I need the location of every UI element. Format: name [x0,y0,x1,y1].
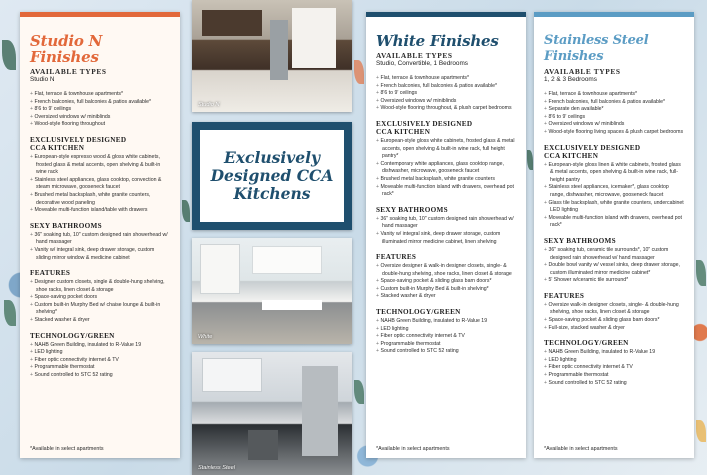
list-item: + Moveable multi-function island/table with drawers [30,207,170,215]
list-item: + Stainless steel appliances, icemaker*, glass cooktop range, dishwasher, microwave, gooseneck faucet [544,184,684,199]
promo-line-2: Designed CCA [210,166,334,185]
list-item: + Stacked washer & dryer [376,293,516,301]
kitchen-heading-line-1: EXCLUSIVELY DESIGNED [544,143,641,152]
list-item: + Programmable thermostat [376,341,516,349]
list-item: + 8'6 to 9' ceilings [376,90,516,98]
list-item: + Space-saving pocket & sliding glass barn doors* [376,278,516,286]
list-item: + 5' Shower w/ceramic tile surround* [544,277,684,285]
technology-list [30,342,170,380]
fridge-shape [302,366,338,456]
intro-list [30,91,170,129]
promo-text [211,149,334,203]
list-item: + 36" soaking tub, ceramic tile surrounds*, 10" custom designed rain showerhead w/ hand massager [544,247,684,262]
list-item: + Brushed metal backsplash, white granite counters [376,176,516,184]
promo-line-3: Kitchens [233,184,311,203]
list-item: + Flat, terrace & townhouse apartments* [544,91,684,99]
list-item: + NAHB Green Building, insulated to R-Value 19 [544,349,684,357]
photo-caption: Studio N [198,102,220,108]
list-item: + Stainless steel appliances, glass cooktop, convection & steam microwave, gooseneck faucet [30,177,170,192]
kitchen-heading-line-1: EXCLUSIVELY DESIGNED [30,135,127,144]
list-item: + Oversized windows w/ miniblinds [30,114,170,122]
list-item: + Oversize designer & walk-in designer closets, single- & double-hung shelving, shoe racks, linen closet & storage [376,263,516,278]
technology-list [376,318,516,356]
promo-frame [200,130,344,222]
decorative-leaf [527,150,533,170]
stainless-steel-finishes-title: Stainless Steel Finishes [544,33,649,64]
kitchen-heading [376,120,516,136]
available-types-value: 1, 2 & 3 Bedrooms [544,76,597,83]
shelving-shape [200,244,240,294]
list-item: + Sound controlled to STC 52 rating [544,380,684,388]
list-item: + Fiber optic connectivity internet & TV [30,357,170,365]
list-item: + French balconies, full balconies & patios available* [544,99,684,107]
kitchen-heading-line-2: CCA KITCHEN [544,151,599,160]
list-item: + Space-saving pocket doors [30,294,170,302]
kitchen-heading-line-2: CCA KITCHEN [376,127,431,136]
list-item: + LED lighting [376,326,516,334]
window-shape [292,8,336,68]
list-item: + French balconies, full balconies & patios available* [376,83,516,91]
cabinet-shape [202,358,262,392]
bathrooms-list [376,216,516,246]
available-types-heading: AVAILABLE TYPES [30,67,107,76]
cabinet-shape [252,246,322,274]
list-item: + Oversize walk-in designer closets, single- & double-hung shelving, shoe racks, linen closet & storage [544,302,684,317]
bathrooms-heading: SEXY BATHROOMS [376,205,448,214]
list-item: + European-style gloss linen & white cabinets, frosted glass & metal accents, open shelving & built-in wine rack, full-height pantry [544,162,684,185]
list-item: + Custom built-in Murphy Bed & built-in shelving* [376,286,516,294]
list-item: + Double bowl vanity w/ vessel sinks, deep drawer storage, custom illuminated mirror medicine cabinet* [544,262,684,277]
list-item: + Programmable thermostat [544,372,684,380]
list-item: + 8'6 to 9' ceilings [30,106,170,114]
photo-caption: White [198,334,213,340]
list-item: + Designer custom closets, single & double-hung shelving, shoe racks, linen closet & storage [30,279,170,294]
kitchen-heading-line-2: CCA KITCHEN [30,143,85,152]
list-item: + NAHB Green Building, insulated to R-Value 19 [376,318,516,326]
list-item: + 36" soaking tub, 10" custom designed rain showerhead w/ hand massager [376,216,516,231]
list-item: + Flat, terrace & townhouse apartments* [30,91,170,99]
list-item: + Brushed metal backsplash, white granite counters, decorative wood paneling [30,192,170,207]
list-item: + Glass tile backsplash, white granite counters, undercabinet LED lighting [544,200,684,215]
list-item: + 36" soaking tub, 10" custom designed rain showerhead w/ hand massager [30,232,170,247]
kitchen-list [544,162,684,230]
list-item: + Vanity w/ integral sink, deep drawer storage, custom illuminated mirror medicine cabinet, linen shelving [376,231,516,246]
footnote: *Available in select apartments [544,446,618,452]
kitchen-heading [544,144,684,160]
kitchen-heading [30,136,170,152]
footnote: *Available in select apartments [30,446,104,452]
studio-finishes-title: Studio N Finishes [30,32,103,66]
bathrooms-list [30,232,170,262]
features-heading: FEATURES [30,269,71,278]
list-item: + Vanity w/ integral sink, deep drawer storage, custom sliding mirror window & medicine cabinet [30,247,170,262]
list-item: + Wood-style flooring living spaces & plush carpet bedrooms [544,129,684,137]
list-item: + Oversized windows w/ miniblinds [544,121,684,129]
promo-line-1: Exclusively [223,148,320,167]
white-kitchen-photo [192,238,352,344]
features-heading: FEATURES [544,291,585,300]
kitchen-list [376,138,516,199]
bathrooms-heading: SEXY BATHROOMS [30,221,102,230]
features-list [30,279,170,325]
photo-caption: Stainless Steel [198,465,236,471]
list-item: + LED lighting [544,357,684,365]
list-item: + European-style gloss white cabinets, frosted glass & metal accents, open shelving & built-in wine rack, full height pantry* [376,138,516,161]
list-item: + Space-saving pocket & sliding glass barn doors* [544,317,684,325]
technology-heading: TECHNOLOGY/GREEN [30,331,115,340]
list-item: + Fiber optic connectivity internet & TV [544,364,684,372]
white-finishes-card [366,12,526,458]
list-item: + Custom built-in Murphy Bed w/ chaise lounge & built-in shelving* [30,302,170,317]
list-item: + Moveable multi-function island with drawers, overhead pot rack* [376,184,516,199]
list-item: + Wood-style flooring throughout [30,121,170,129]
footnote: *Available in select apartments [376,446,450,452]
list-item: + 8'6 to 9' ceilings [544,114,684,122]
intro-list [544,91,684,137]
list-item: + Separate den available* [544,106,684,114]
decorative-leaf [354,60,364,84]
features-heading: FEATURES [376,253,417,262]
fridge-shape [270,20,288,80]
bathrooms-heading: SEXY BATHROOMS [544,236,616,245]
list-item: + Stacked washer & dryer [30,317,170,325]
available-types-heading: AVAILABLE TYPES [544,67,621,76]
range-shape [248,430,278,460]
available-types-value: Studio, Convertible, 1 Bedrooms [376,60,469,67]
promo-panel [192,122,352,230]
decorative-leaf [4,300,16,326]
list-item: + Fiber optic connectivity internet & TV [376,333,516,341]
technology-heading: TECHNOLOGY/GREEN [544,339,629,348]
studio-finishes-card [20,12,180,458]
decorative-leaf [696,420,706,442]
intro-list [376,75,516,113]
stainless-steel-finishes-card [534,12,694,458]
list-item: + Oversized windows w/ miniblinds [376,98,516,106]
technology-heading: TECHNOLOGY/GREEN [376,308,461,317]
list-item: + Sound controlled to STC 52 rating [30,372,170,380]
decorative-leaf [182,200,190,222]
decorative-leaf [696,260,706,286]
kitchen-list [30,154,170,215]
list-item: + Programmable thermostat [30,364,170,372]
decorative-leaf [2,40,16,70]
stainless-steel-kitchen-photo [192,352,352,475]
list-item: + European-style espresso wood & gloss white cabinets, frosted glass & metal accents, open shelving & built-in wine rack [30,154,170,177]
features-list [376,263,516,301]
bathrooms-list [544,247,684,285]
list-item: + Flat, terrace & townhouse apartments* [376,75,516,83]
list-item: + LED lighting [30,349,170,357]
kitchen-heading-line-1: EXCLUSIVELY DESIGNED [376,119,473,128]
available-types-heading: AVAILABLE TYPES [376,51,453,60]
island-shape [262,300,322,310]
list-item: + Full-size, stacked washer & dryer [544,325,684,333]
technology-list [544,349,684,387]
list-item: + Contemporary white appliances, glass cooktop range, dishwasher, microwave, gooseneck faucet [376,161,516,176]
cabinet-shape [202,10,262,36]
white-finishes-title: White Finishes [376,32,499,50]
decorative-leaf [354,380,364,404]
list-item: + Wood-style flooring throughout, & plush carpet bedrooms [376,105,516,113]
studio-kitchen-photo [192,0,352,112]
list-item: + French balconies, full balconies & patios available* [30,99,170,107]
list-item: + Sound controlled to STC 52 rating [376,348,516,356]
features-list [544,302,684,332]
list-item: + NAHB Green Building, insulated to R-Value 19 [30,342,170,350]
available-types-value: Studio N [30,76,55,83]
list-item: + Moveable multi-function island with drawers, overhead pot rack* [544,215,684,230]
